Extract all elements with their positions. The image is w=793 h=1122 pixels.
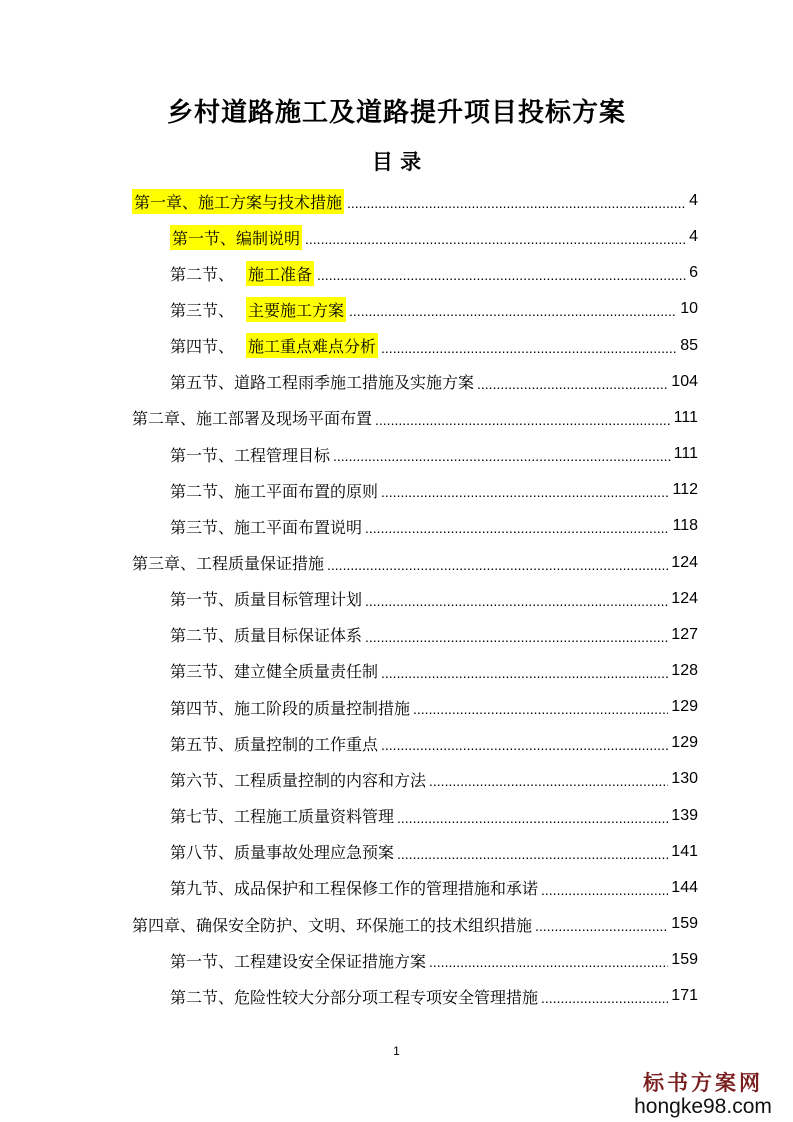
toc-section-entry[interactable] bbox=[170, 437, 698, 471]
toc-entry-title bbox=[132, 406, 372, 429]
toc-leader-dots bbox=[429, 954, 668, 970]
toc-leader-dots bbox=[381, 665, 668, 681]
toc-entry-label: 主要施工方案 bbox=[246, 297, 346, 322]
toc-entry-prefix: 第三节、 bbox=[170, 300, 235, 320]
toc-entry-label: 第四节、施工阶段的质量控制措施 bbox=[170, 698, 411, 718]
toc-entry-title bbox=[170, 732, 378, 755]
toc-entry-title bbox=[132, 551, 324, 574]
toc-chapter-entry[interactable] bbox=[132, 401, 698, 435]
toc-entry-label: 第九节、成品保护和工程保修工作的管理措施和承诺 bbox=[170, 879, 539, 899]
toc-leader-dots bbox=[397, 810, 668, 826]
toc-entry-label: 第二节、危险性较大分部分项工程专项安全管理措施 bbox=[170, 987, 539, 1007]
toc-section-entry[interactable] bbox=[170, 618, 698, 652]
toc-page-number: 159 bbox=[671, 951, 698, 969]
toc-leader-dots bbox=[375, 412, 671, 428]
toc-page-number: 141 bbox=[671, 842, 698, 860]
toc-chapter-entry[interactable] bbox=[132, 907, 698, 941]
toc-page-number: 171 bbox=[671, 987, 698, 1005]
toc-entry-label: 第八节、质量事故处理应急预案 bbox=[170, 843, 395, 863]
toc-entry-label: 第三章、工程质量保证措施 bbox=[132, 554, 325, 573]
toc-page-number: 118 bbox=[672, 517, 698, 535]
toc-leader-dots bbox=[429, 773, 668, 789]
toc-entry-title bbox=[170, 876, 538, 899]
toc-entry-label: 第三节、建立健全质量责任制 bbox=[170, 662, 379, 682]
toc-entry-title bbox=[170, 370, 474, 393]
page-number: 1 bbox=[393, 1044, 400, 1058]
toc-section-entry[interactable] bbox=[170, 365, 698, 399]
toc-entry-title bbox=[170, 696, 410, 719]
toc-leader-dots bbox=[349, 303, 677, 319]
toc-page-number: 111 bbox=[673, 408, 698, 426]
toc-leader-dots bbox=[365, 629, 668, 645]
toc-page-number: 85 bbox=[680, 336, 698, 354]
document-title: 乡村道路施工及道路提升项目投标方案 bbox=[166, 98, 626, 128]
toc-entry-label: 第二节、施工平面布置的原则 bbox=[170, 481, 379, 501]
toc-page-number: 128 bbox=[671, 661, 698, 679]
toc-section-entry[interactable] bbox=[170, 943, 698, 977]
toc-entry-label: 第七节、工程施工质量资料管理 bbox=[170, 807, 395, 827]
toc-entry-label: 第一节、工程管理目标 bbox=[170, 445, 331, 465]
toc-entry-title bbox=[132, 189, 344, 214]
toc-leader-dots bbox=[381, 737, 668, 753]
toc-section-entry[interactable] bbox=[170, 871, 698, 905]
toc-entry-label: 第二章、施工部署及现场平面布置 bbox=[132, 409, 373, 429]
toc-entry-label: 第二节、质量目标保证体系 bbox=[170, 626, 363, 646]
toc-entry-prefix: 第四节、 bbox=[170, 337, 235, 357]
toc-entry-title bbox=[170, 804, 394, 827]
toc-entry-label: 施工重点难点分析 bbox=[246, 333, 378, 358]
toc-leader-dots bbox=[535, 918, 668, 934]
toc-entry-title bbox=[170, 949, 426, 972]
toc-chapter-entry[interactable] bbox=[132, 546, 698, 580]
toc-section-entry[interactable] bbox=[170, 292, 698, 326]
toc-entry-title bbox=[170, 587, 362, 610]
toc-entry-title bbox=[170, 768, 426, 791]
toc-page-number: 139 bbox=[671, 806, 698, 824]
toc-page-number: 4 bbox=[689, 228, 698, 246]
toc-entry-label: 第三节、施工平面布置说明 bbox=[170, 517, 363, 537]
toc-entry-title bbox=[170, 333, 378, 358]
toc-section-entry[interactable] bbox=[170, 256, 698, 290]
toc-entry-title bbox=[170, 225, 302, 250]
toc-entry-title bbox=[170, 297, 346, 322]
toc-page-number: 129 bbox=[671, 698, 698, 716]
toc-entry-label: 第一节、工程建设安全保证措施方案 bbox=[170, 951, 427, 971]
toc-section-entry[interactable] bbox=[170, 835, 698, 869]
watermark-url: hongke98.com bbox=[634, 1095, 772, 1118]
toc-section-entry[interactable] bbox=[170, 509, 698, 543]
toc-section-entry[interactable] bbox=[170, 979, 698, 1013]
toc-entry-title bbox=[170, 840, 394, 863]
toc-page-number: 129 bbox=[671, 734, 698, 752]
toc-entry-title bbox=[132, 913, 532, 936]
toc-section-entry[interactable] bbox=[170, 654, 698, 688]
toc-page-number: 127 bbox=[671, 625, 698, 643]
toc-leader-dots bbox=[381, 340, 677, 356]
toc-section-entry[interactable] bbox=[170, 799, 698, 833]
toc-section-entry[interactable] bbox=[170, 582, 698, 616]
toc-leader-dots bbox=[317, 267, 686, 283]
toc-entry-label: 第一节、编制说明 bbox=[170, 225, 302, 250]
toc-entry-label: 第一节、质量目标管理计划 bbox=[170, 590, 363, 610]
toc-leader-dots bbox=[541, 882, 668, 898]
toc-leader-dots bbox=[413, 701, 668, 717]
toc-section-entry[interactable] bbox=[170, 220, 698, 254]
watermark-logo bbox=[623, 1067, 783, 1119]
toc-entry-label: 第六节、工程质量控制的内容和方法 bbox=[170, 770, 427, 790]
toc-entry-title bbox=[170, 261, 314, 286]
toc-leader-dots bbox=[541, 990, 668, 1006]
toc-page-number: 104 bbox=[671, 372, 698, 390]
toc-leader-dots bbox=[327, 557, 668, 573]
toc-leader-dots bbox=[381, 484, 669, 500]
toc-section-entry[interactable] bbox=[170, 762, 698, 796]
toc-entry-label: 第四章、确保安全防护、文明、环保施工的技术组织措施 bbox=[132, 915, 533, 935]
toc-entry-prefix: 第二节、 bbox=[170, 264, 235, 284]
toc-page-number: 144 bbox=[671, 878, 698, 896]
toc-page-number: 130 bbox=[671, 770, 698, 788]
toc-section-entry[interactable] bbox=[170, 473, 698, 507]
toc-entry-title bbox=[170, 623, 362, 646]
toc-entry-label: 第五节、道路工程雨季施工措施及实施方案 bbox=[170, 373, 475, 393]
toc-leader-dots bbox=[305, 231, 686, 247]
toc-entry-label: 第五节、质量控制的工作重点 bbox=[170, 734, 379, 754]
watermark-brand: 标书方案网 bbox=[643, 1070, 763, 1095]
toc-page-number: 159 bbox=[671, 915, 698, 932]
toc-entry-title bbox=[170, 443, 330, 466]
toc-entry-label: 第一章、施工方案与技术措施 bbox=[132, 189, 344, 214]
toc-leader-dots bbox=[365, 593, 668, 609]
toc-entry-title bbox=[170, 985, 538, 1008]
toc-entry-title bbox=[170, 515, 362, 538]
toc-page-number: 111 bbox=[673, 445, 698, 463]
toc-section-entry[interactable] bbox=[170, 690, 698, 724]
toc-leader-dots bbox=[397, 846, 668, 862]
toc-entry-label: 施工准备 bbox=[246, 261, 314, 286]
toc-section-entry[interactable] bbox=[170, 329, 698, 363]
toc-section-entry[interactable] bbox=[170, 726, 698, 760]
toc-chapter-entry[interactable] bbox=[132, 184, 698, 218]
toc-leader-dots bbox=[347, 195, 686, 211]
toc-page-number: 4 bbox=[689, 192, 698, 209]
toc-page-number: 112 bbox=[672, 481, 698, 499]
toc-page-number: 124 bbox=[671, 589, 698, 607]
toc-page-number: 10 bbox=[680, 300, 698, 318]
toc-page-number: 124 bbox=[671, 553, 698, 571]
toc-leader-dots bbox=[477, 376, 668, 392]
toc-entry-title bbox=[170, 659, 378, 682]
toc-leader-dots bbox=[333, 448, 671, 464]
toc-leader-dots bbox=[365, 520, 669, 536]
toc-heading: 目 录 bbox=[371, 150, 422, 174]
toc-entry-title bbox=[170, 479, 378, 502]
toc-page-number: 6 bbox=[689, 264, 698, 282]
